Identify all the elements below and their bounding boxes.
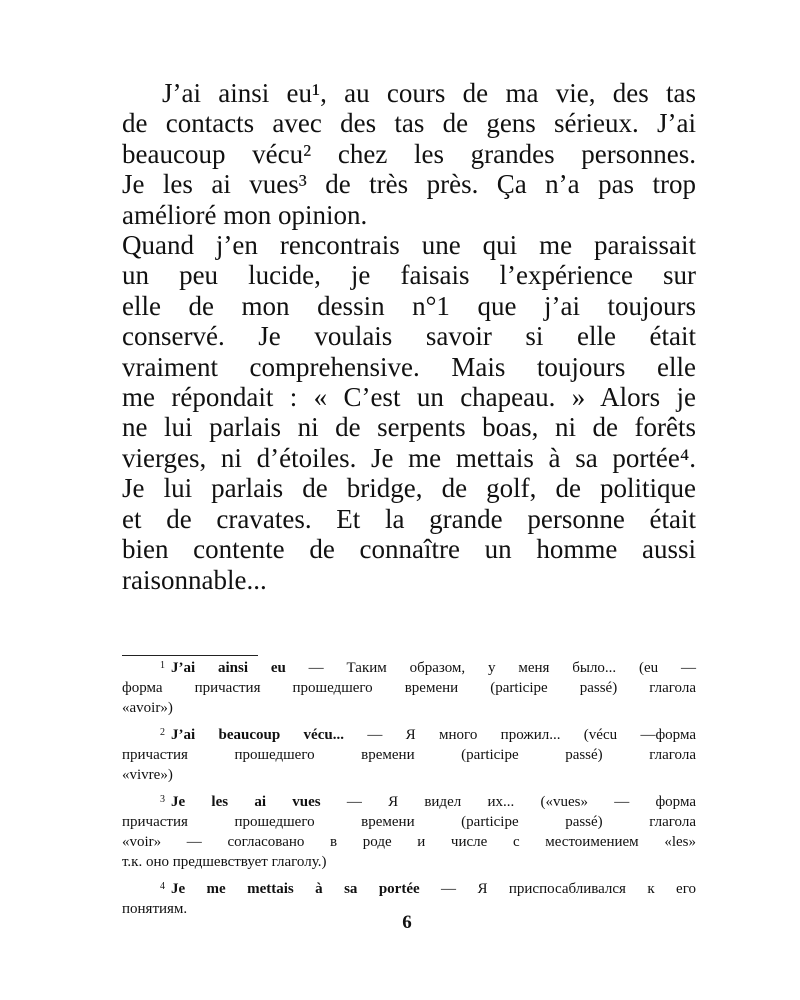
footnote (122, 656, 696, 718)
footnote-term: J’ai beaucoup vécu... (171, 727, 344, 743)
footnote-line: форма причастия прошедшего времени (participe passé) глагола (122, 680, 696, 696)
text-line: vierges, ni d’étoiles. Je me mettais à sa portée⁴. (122, 442, 696, 473)
footnote-line: «vivre») (122, 767, 173, 783)
footnote (122, 723, 696, 785)
footnote-text: — Я видел их... («vues» — форма (320, 794, 697, 810)
text-line: un peu lucide, je faisais l’expérience sur (122, 260, 696, 291)
footnote-first-line (122, 656, 696, 678)
footnote-first-line (122, 723, 696, 745)
footnote-text: — Таким образом, у меня было... (eu — (285, 660, 696, 676)
footnote-line: понятиям. (122, 901, 188, 917)
footnote-line: «voir» — согласовано в роде и числе с местоимением «les» (122, 834, 696, 850)
text-line: et de cravates. Et la grande personne était (122, 503, 696, 534)
text-line: J’ai ainsi eu¹, au cours de ma vie, des tas (162, 78, 696, 108)
text-line: amélioré mon opinion. (122, 199, 368, 230)
text-line: me répondait : « C’est un chapeau. » Alors je (122, 382, 696, 413)
footnote-first-line (122, 790, 696, 812)
text-line: bien contente de connaître un homme aussi (122, 534, 696, 565)
footnote-number: 2 (160, 727, 165, 738)
footnote (122, 790, 696, 872)
paragraph (122, 78, 696, 230)
footnote-line: причастия прошедшего времени (participe passé) глагола (122, 747, 696, 763)
text-line: ne lui parlais ni de serpents boas, ni de forêts (122, 412, 696, 443)
text-line: Je les ai vues³ de très près. Ça n’a pas trop (122, 169, 696, 200)
main-text (122, 78, 696, 595)
text-line: beaucoup vécu² chez les grandes personnes. (122, 138, 696, 169)
footnote-number: 1 (160, 660, 165, 671)
footnote-line: «avoir») (122, 700, 173, 716)
footnote-line: т.к. оно предшевствует глаголу.) (122, 854, 327, 870)
footnote-term: Je les ai vues (171, 794, 321, 810)
text-line: Je lui parlais de bridge, de golf, de politique (122, 473, 696, 504)
text-line: de contacts avec des tas de gens sérieux. J’ai (122, 108, 696, 139)
footnote-term: Je me mettais à sa portée (171, 881, 420, 897)
page-number: 6 (402, 912, 412, 933)
footnote-term: J’ai ainsi eu (171, 660, 286, 676)
text-line: Quand j’en rencontrais une qui me paraissait (122, 230, 696, 261)
text-line: elle de mon dessin n°1 que j’ai toujours (122, 290, 696, 321)
footnote-text: — Я приспосабливался к его (419, 881, 696, 897)
footnote-text: — Я много прожил... (vécu —форма (343, 727, 696, 743)
text-line: vraiment comprehensive. Mais toujours elle (122, 351, 696, 382)
text-line: raisonnable... (122, 564, 267, 595)
footnote-number: 3 (160, 794, 165, 805)
paragraph (122, 230, 696, 595)
footnote-line: причастия прошедшего времени (participe passé) глагола (122, 814, 696, 830)
footnotes (122, 656, 696, 924)
footnote-number: 4 (160, 881, 165, 892)
footnote-first-line (122, 877, 696, 899)
text-line: conservé. Je voulais savoir si elle était (122, 321, 696, 352)
